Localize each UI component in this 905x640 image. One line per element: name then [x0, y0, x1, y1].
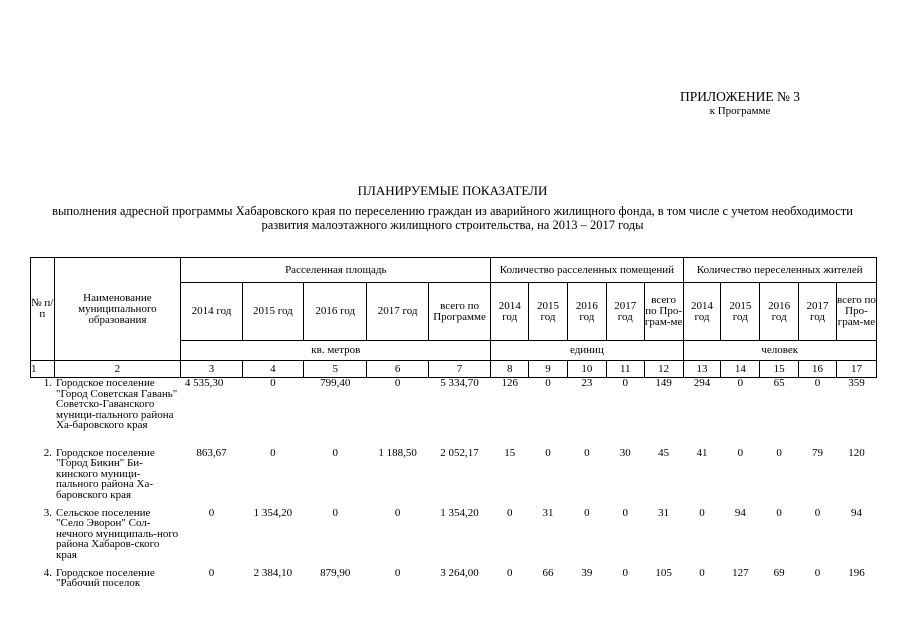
- column-number: 16: [799, 361, 837, 378]
- header-num: № п/п: [31, 258, 55, 361]
- header-area-year: 2014 год: [181, 283, 242, 341]
- row-index: 4.: [43, 566, 53, 579]
- value-cell: 94: [734, 506, 746, 519]
- value-cell: 0: [622, 377, 628, 389]
- value-cell: 39: [581, 566, 593, 579]
- value-cell: 0: [699, 506, 705, 519]
- unit-rooms: единиц: [491, 341, 683, 361]
- value-cell: 0: [814, 506, 821, 519]
- column-number: 17: [836, 361, 876, 378]
- value-cell: 0: [776, 446, 782, 459]
- header-area-year: 2016 год: [304, 283, 367, 341]
- value-cell: 0: [737, 377, 744, 389]
- appendix-block: [640, 89, 840, 118]
- row-index: 3.: [43, 506, 53, 519]
- value-cell: 105: [655, 566, 672, 579]
- value-cell: 294: [693, 377, 711, 389]
- header-group-rooms: Количество расселенных помещений: [491, 258, 683, 283]
- appendix-to-program: к Программе: [709, 105, 771, 117]
- value-cell: 359: [848, 377, 865, 389]
- value-cell: 1 188,50: [378, 446, 417, 459]
- unit-area: кв. метров: [181, 341, 491, 361]
- header-name: Наименование муниципального образования: [54, 258, 181, 361]
- header-area-year: 2017 год: [367, 283, 428, 341]
- municipality-name: Городское поселение "Город Бикин" Би-кинского муници-пального района Ха-баровского края: [56, 446, 155, 501]
- indicators-table: [30, 257, 877, 598]
- value-cell: 1 354,20: [440, 506, 479, 519]
- value-cell: 0: [584, 446, 590, 459]
- municipality-name: Сельское поселение "Село Эворон" Сол-нечного муниципаль-ного района Хабаров-ского края: [56, 506, 179, 561]
- value-cell: 0: [776, 506, 782, 519]
- value-cell: 0: [622, 566, 628, 579]
- header-group-area: Расселенная площадь: [181, 258, 491, 283]
- row-index: 2.: [43, 446, 53, 459]
- value-cell: 863,67: [196, 446, 227, 459]
- value-cell: 799,40: [320, 377, 351, 389]
- value-cell: 65: [773, 377, 785, 389]
- value-cell: 0: [270, 377, 276, 389]
- value-cell: 4 535,30: [184, 377, 224, 389]
- header-rooms-year: 2017 год: [606, 283, 644, 341]
- column-number: 5: [304, 361, 367, 378]
- value-cell: 0: [270, 446, 276, 459]
- column-number: 10: [567, 361, 606, 378]
- value-cell: 0: [332, 446, 339, 459]
- column-number: 6: [367, 361, 428, 378]
- value-cell: 2 052,17: [440, 446, 479, 459]
- header-area-total: всего по Программе: [428, 283, 490, 341]
- header-rooms-total: всего по Про-грам-ме: [644, 283, 683, 341]
- table-row: [31, 448, 877, 508]
- column-numbers-row: [31, 361, 877, 378]
- value-cell: 94: [850, 506, 862, 519]
- header-area-year: 2015 год: [242, 283, 303, 341]
- value-cell: 5 334,70: [440, 377, 479, 389]
- value-cell: 196: [848, 566, 865, 579]
- column-number: 7: [428, 361, 490, 378]
- table-row: [31, 568, 877, 598]
- header-rooms-year: 2015 год: [529, 283, 568, 341]
- document-subtitle: выполнения адресной программы Хабаровского края по переселению граждан из аварийного жилищного фонда, в том числе с учетом необходимости развития малоэтажного жилищного строительства, на 2013 – 2017 годы: [52, 204, 853, 232]
- column-number: 8: [491, 361, 529, 378]
- value-cell: 0: [814, 377, 821, 389]
- column-number: 14: [721, 361, 760, 378]
- header-rooms-year: 2016 год: [567, 283, 606, 341]
- value-cell: 0: [737, 446, 744, 459]
- header-people-year: 2014 год: [683, 283, 721, 341]
- value-cell: 66: [542, 566, 554, 579]
- value-cell: 0: [394, 506, 401, 519]
- value-cell: 127: [732, 566, 749, 579]
- column-number: 11: [606, 361, 644, 378]
- value-cell: 0: [622, 506, 628, 519]
- value-cell: 31: [542, 506, 554, 519]
- value-cell: 120: [848, 446, 865, 459]
- value-cell: 0: [545, 377, 551, 389]
- header-people-year: 2015 год: [721, 283, 760, 341]
- table-row: [31, 378, 877, 448]
- appendix-number: ПРИЛОЖЕНИЕ № 3: [679, 89, 801, 104]
- value-cell: 69: [773, 566, 785, 579]
- value-cell: 2 384,10: [253, 566, 293, 579]
- column-number: 4: [242, 361, 303, 378]
- column-number: 12: [644, 361, 683, 378]
- header-people-year: 2017 год: [799, 283, 837, 341]
- value-cell: 23: [581, 377, 593, 389]
- value-cell: 41: [696, 446, 708, 459]
- column-number: 13: [683, 361, 721, 378]
- value-cell: 0: [394, 377, 401, 389]
- value-cell: 15: [504, 446, 516, 459]
- value-cell: 0: [208, 506, 215, 519]
- column-number: 2: [54, 361, 181, 378]
- value-cell: 0: [394, 566, 401, 579]
- header-group-people: Количество переселенных жителей: [683, 258, 876, 283]
- value-cell: 0: [506, 566, 513, 579]
- column-number: 3: [181, 361, 242, 378]
- value-cell: 30: [619, 446, 631, 459]
- value-cell: 1 354,20: [253, 506, 293, 519]
- value-cell: 0: [699, 566, 705, 579]
- value-cell: 31: [658, 506, 670, 519]
- unit-people: человек: [683, 341, 876, 361]
- municipality-name: Городское поселение "Рабочий поселок: [56, 566, 155, 589]
- value-cell: 0: [584, 506, 590, 519]
- value-cell: 0: [814, 566, 821, 579]
- column-number: 1: [31, 361, 55, 378]
- row-index: 1.: [43, 377, 53, 389]
- column-number: 9: [529, 361, 568, 378]
- value-cell: 45: [658, 446, 670, 459]
- header-people-total: всего по Про-грам-ме: [836, 283, 876, 341]
- value-cell: 79: [812, 446, 824, 459]
- document-title: ПЛАНИРУЕМЫЕ ПОКАЗАТЕЛИ: [357, 183, 548, 198]
- value-cell: 0: [506, 506, 513, 519]
- value-cell: 0: [545, 446, 551, 459]
- header-people-year: 2016 год: [760, 283, 799, 341]
- municipality-name: Городское поселение "Город Советская Гавань" Советско-Гаванского муници-пального района Ха-баровского края: [56, 377, 178, 431]
- value-cell: 0: [208, 566, 215, 579]
- value-cell: 126: [501, 377, 518, 389]
- header-rooms-year: 2014 год: [491, 283, 529, 341]
- value-cell: 879,90: [320, 566, 351, 579]
- value-cell: 149: [655, 377, 672, 389]
- value-cell: 0: [332, 506, 339, 519]
- table-row: [31, 508, 877, 568]
- value-cell: 3 264,00: [440, 566, 479, 579]
- column-number: 15: [760, 361, 799, 378]
